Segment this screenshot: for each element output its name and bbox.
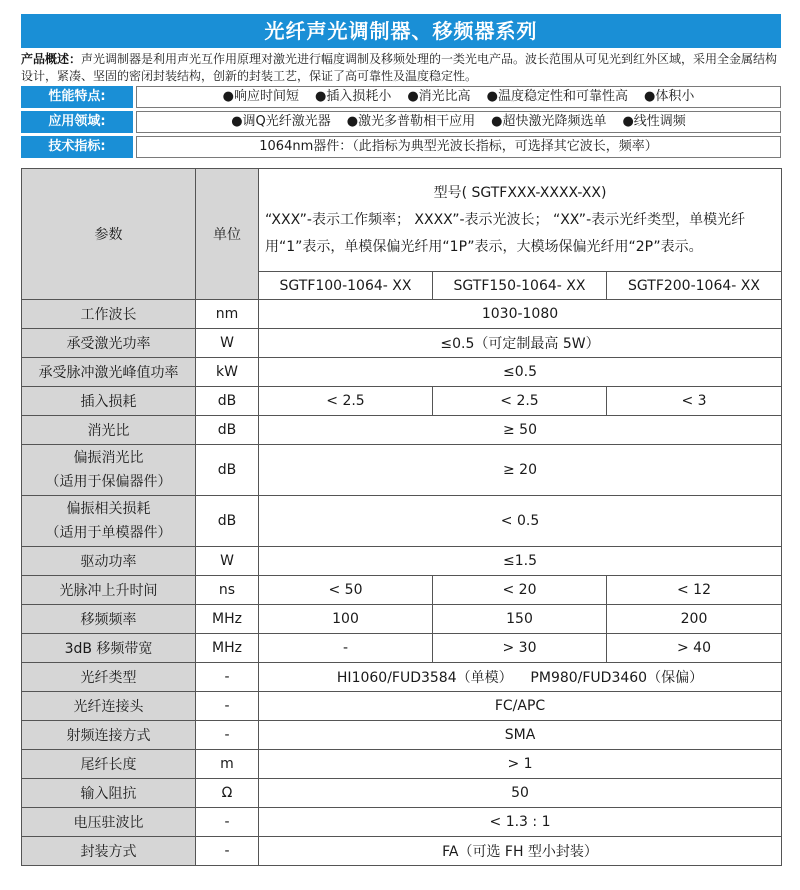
value-cell: < 0.5: [259, 496, 782, 547]
model-name: SGTF100-1064- XX: [259, 272, 433, 300]
feature-item: ●插入损耗小: [314, 89, 392, 104]
param-label: 消光比: [87, 423, 130, 439]
value-cell: < 20: [433, 576, 607, 605]
param-cell: [22, 547, 196, 576]
table-row: [22, 358, 782, 387]
param-label: 3dB 移频带宽: [64, 641, 153, 657]
model-name: SGTF200-1064- XX: [607, 272, 782, 300]
unit-cell: ns: [196, 576, 259, 605]
param-label: 光脉冲上升时间: [59, 583, 158, 599]
param-label: 电压驻波比: [73, 815, 144, 831]
model-description: “XXX”-表示工作频率； XXXX”-表示光波长； “XX”-表示光纤类型，单模光纤用“1”表示，单模保偏光纤用“1P”表示，大模场保偏光纤用“2P”表示。: [265, 211, 746, 255]
table-row: [22, 387, 782, 416]
unit-cell: W: [196, 547, 259, 576]
table-row: [22, 445, 782, 496]
param-label: 光纤连接头: [73, 699, 144, 715]
table-row: [22, 634, 782, 663]
value-cell: 1030-1080: [259, 300, 782, 329]
param-label: 承受激光功率: [66, 336, 151, 352]
table-row: [22, 837, 782, 866]
value-cell: ≤0.5（可定制最高 5W）: [259, 329, 782, 358]
unit-cell: Ω: [196, 779, 259, 808]
value-cell: < 50: [259, 576, 433, 605]
header-model: [259, 169, 782, 272]
value-cell: < 1.3 : 1: [259, 808, 782, 837]
specs-intro-row: [21, 136, 781, 158]
unit-cell: dB: [196, 445, 259, 496]
value-cell: HI1060/FUD3584（单模） PM980/FUD3460（保偏）: [259, 663, 782, 692]
value-cell: FC/APC: [259, 692, 782, 721]
param-label: 光纤类型: [80, 670, 137, 686]
param-label: 插入损耗: [80, 394, 137, 410]
value-cell: 200: [607, 605, 782, 634]
value-cell: 50: [259, 779, 782, 808]
feature-item: ●消光比高: [407, 89, 471, 104]
table-row: [22, 416, 782, 445]
param-cell: [22, 837, 196, 866]
table-row: [22, 576, 782, 605]
param-cell: [22, 721, 196, 750]
spec-table: [21, 168, 782, 866]
table-row: [22, 300, 782, 329]
feature-item: ●响应时间短: [222, 89, 299, 104]
param-label: 承受脉冲激光峰值功率: [38, 365, 179, 381]
value-cell: 100: [259, 605, 433, 634]
param-cell: [22, 300, 196, 329]
unit-cell: dB: [196, 387, 259, 416]
value-cell: -: [259, 634, 433, 663]
table-row: [22, 329, 782, 358]
param-label: 偏振相关损耗: [66, 501, 151, 517]
param-cell: [22, 496, 196, 547]
param-cell: [22, 634, 196, 663]
header-param: 参数: [22, 169, 196, 300]
page-title: 光纤声光调制器、移频器系列: [21, 14, 781, 48]
applications-list: [136, 111, 781, 133]
param-cell: [22, 445, 196, 496]
value-cell: > 30: [433, 634, 607, 663]
value-cell: 150: [433, 605, 607, 634]
product-overview: [21, 51, 781, 85]
table-row: [22, 750, 782, 779]
unit-cell: MHz: [196, 605, 259, 634]
value-cell: ≥ 50: [259, 416, 782, 445]
param-note: （适用于单模器件）: [45, 525, 172, 541]
param-cell: [22, 779, 196, 808]
table-row: [22, 496, 782, 547]
table-row: [22, 692, 782, 721]
param-cell: [22, 416, 196, 445]
header-unit: 单位: [196, 169, 259, 300]
unit-cell: -: [196, 808, 259, 837]
table-row: [22, 808, 782, 837]
value-cell: < 12: [607, 576, 782, 605]
specs-label: 技术指标:: [21, 136, 133, 158]
value-cell: ≤1.5: [259, 547, 782, 576]
param-label: 偏振消光比: [73, 450, 144, 466]
unit-cell: m: [196, 750, 259, 779]
value-cell: < 2.5: [433, 387, 607, 416]
unit-cell: MHz: [196, 634, 259, 663]
features-label: 性能特点:: [21, 86, 133, 108]
overview-text: 声光调制器是利用声光互作用原理对激光进行幅度调制及移频处理的一类光电产品。波长范围从可见光到红外区域，采用全金属结构设计，紧凑、坚固的密闭封装结构，创新的封装工艺，保证了高可靠性及温度稳定性。: [21, 52, 778, 83]
value-cell: > 40: [607, 634, 782, 663]
value-cell: ≥ 20: [259, 445, 782, 496]
param-cell: [22, 808, 196, 837]
param-cell: [22, 750, 196, 779]
value-cell: > 1: [259, 750, 782, 779]
application-item: ●线性调频: [622, 114, 686, 129]
feature-item: ●温度稳定性和可靠性高: [486, 89, 629, 104]
param-cell: [22, 576, 196, 605]
param-label: 工作波长: [80, 307, 137, 323]
application-item: ●超快激光降频选单: [491, 114, 607, 129]
features-row: [21, 86, 781, 108]
table-row: [22, 721, 782, 750]
value-cell: < 2.5: [259, 387, 433, 416]
applications-label: 应用领域:: [21, 111, 133, 133]
table-row: [22, 547, 782, 576]
applications-row: [21, 111, 781, 133]
param-label: 驱动功率: [80, 554, 137, 570]
param-cell: [22, 605, 196, 634]
model-name: SGTF150-1064- XX: [433, 272, 607, 300]
specs-intro-text: 1064nm器件：（此指标为典型光波长指标，可选择其它波长，频率）: [136, 136, 781, 158]
value-cell: FA（可选 FH 型小封装）: [259, 837, 782, 866]
unit-cell: dB: [196, 496, 259, 547]
param-label: 输入阻抗: [80, 786, 137, 802]
application-item: ●调Q光纤激光器: [231, 114, 331, 129]
param-cell: [22, 358, 196, 387]
param-label: 封装方式: [80, 844, 137, 860]
param-label: 尾纤长度: [80, 757, 137, 773]
param-note: （适用于保偏器件）: [45, 474, 172, 490]
value-cell: SMA: [259, 721, 782, 750]
param-cell: [22, 663, 196, 692]
param-cell: [22, 387, 196, 416]
table-row: [22, 663, 782, 692]
unit-cell: W: [196, 329, 259, 358]
unit-cell: kW: [196, 358, 259, 387]
unit-cell: -: [196, 837, 259, 866]
features-list: [136, 86, 781, 108]
value-cell: ≤0.5: [259, 358, 782, 387]
param-label: 移频频率: [80, 612, 137, 628]
param-cell: [22, 692, 196, 721]
model-line: 型号( SGTFXXX-XXXX-XX): [433, 184, 607, 201]
overview-label: 产品概述：: [21, 52, 82, 66]
application-item: ●激光多普勒相干应用: [346, 114, 476, 129]
value-cell: < 3: [607, 387, 782, 416]
unit-cell: dB: [196, 416, 259, 445]
param-label: 射频连接方式: [66, 728, 151, 744]
feature-item: ●体积小: [644, 89, 695, 104]
param-cell: [22, 329, 196, 358]
table-row: [22, 779, 782, 808]
unit-cell: -: [196, 721, 259, 750]
unit-cell: -: [196, 692, 259, 721]
unit-cell: nm: [196, 300, 259, 329]
unit-cell: -: [196, 663, 259, 692]
table-row: [22, 605, 782, 634]
